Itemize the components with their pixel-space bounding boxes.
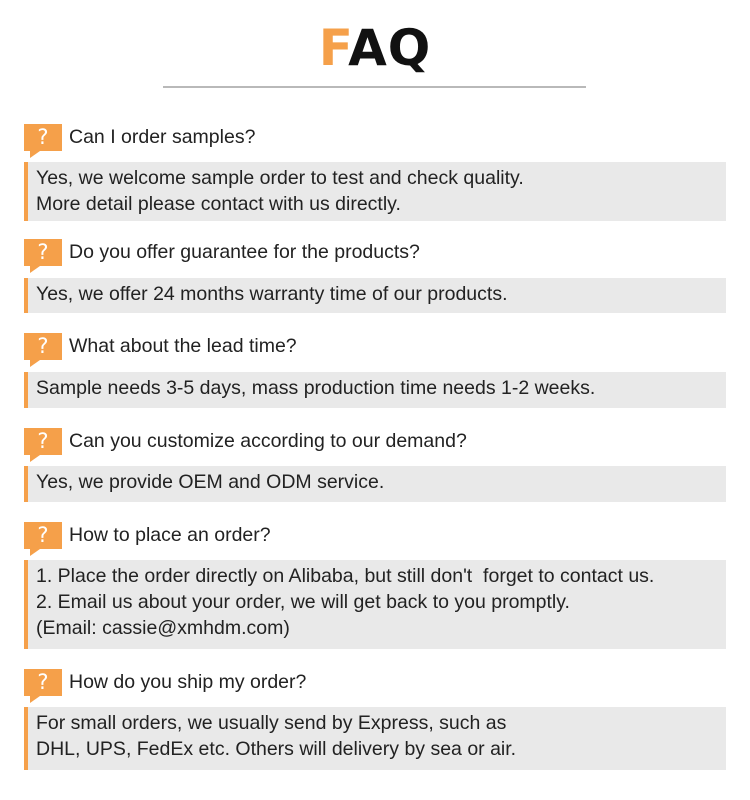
question-text: What about the lead time?	[69, 334, 297, 357]
question-text: Do you offer guarantee for the products?	[69, 240, 420, 263]
faq-question	[24, 426, 467, 456]
question-mark-icon: ?	[24, 124, 62, 151]
answer-line: Yes, we provide OEM and ODM service.	[36, 471, 385, 493]
title-divider	[163, 86, 586, 88]
faq-answer	[24, 372, 726, 408]
question-text: How do you ship my order?	[69, 670, 307, 693]
faq-question	[24, 122, 255, 152]
question-mark-icon: ?	[24, 239, 62, 266]
question-text: Can you customize according to our demand?	[69, 429, 467, 452]
faq-answer	[24, 162, 726, 221]
answer-line: For small orders, we usually send by Express, such as	[36, 712, 507, 734]
faq-question	[24, 237, 420, 267]
faq-answer	[24, 707, 726, 770]
answer-line: 1. Place the order directly on Alibaba, but still don't forget to contact us.	[36, 565, 655, 587]
title-rest: AQ	[348, 19, 432, 77]
faq-question	[24, 667, 306, 697]
answer-line: Yes, we offer 24 months warranty time of our products.	[36, 283, 508, 305]
question-text: How to place an order?	[69, 523, 271, 546]
question-mark-icon: ?	[24, 333, 62, 360]
faq-question	[24, 331, 297, 361]
faq-answer	[24, 466, 726, 502]
question-mark-icon: ?	[24, 428, 62, 455]
faq-answer	[24, 560, 726, 649]
answer-line: Sample needs 3-5 days, mass production time needs 1-2 weeks.	[36, 377, 596, 399]
answer-line: DHL, UPS, FedEx etc. Others will delivery by sea or air.	[36, 738, 517, 760]
answer-line: Yes, we welcome sample order to test and check quality.	[36, 167, 524, 189]
question-mark-icon: ?	[24, 669, 62, 696]
question-text: Can I order samples?	[69, 125, 256, 148]
answer-email-line: (Email: cassie@xmhdm.com)	[36, 617, 290, 639]
title-accent-letter: F	[318, 19, 349, 77]
answer-line: 2. Email us about your order, we will get back to you promptly.	[36, 591, 570, 613]
question-mark-icon: ?	[24, 522, 62, 549]
faq-answer	[24, 278, 726, 313]
answer-line: More detail please contact with us directly.	[36, 193, 401, 215]
page-title	[0, 18, 750, 78]
faq-question	[24, 520, 271, 550]
